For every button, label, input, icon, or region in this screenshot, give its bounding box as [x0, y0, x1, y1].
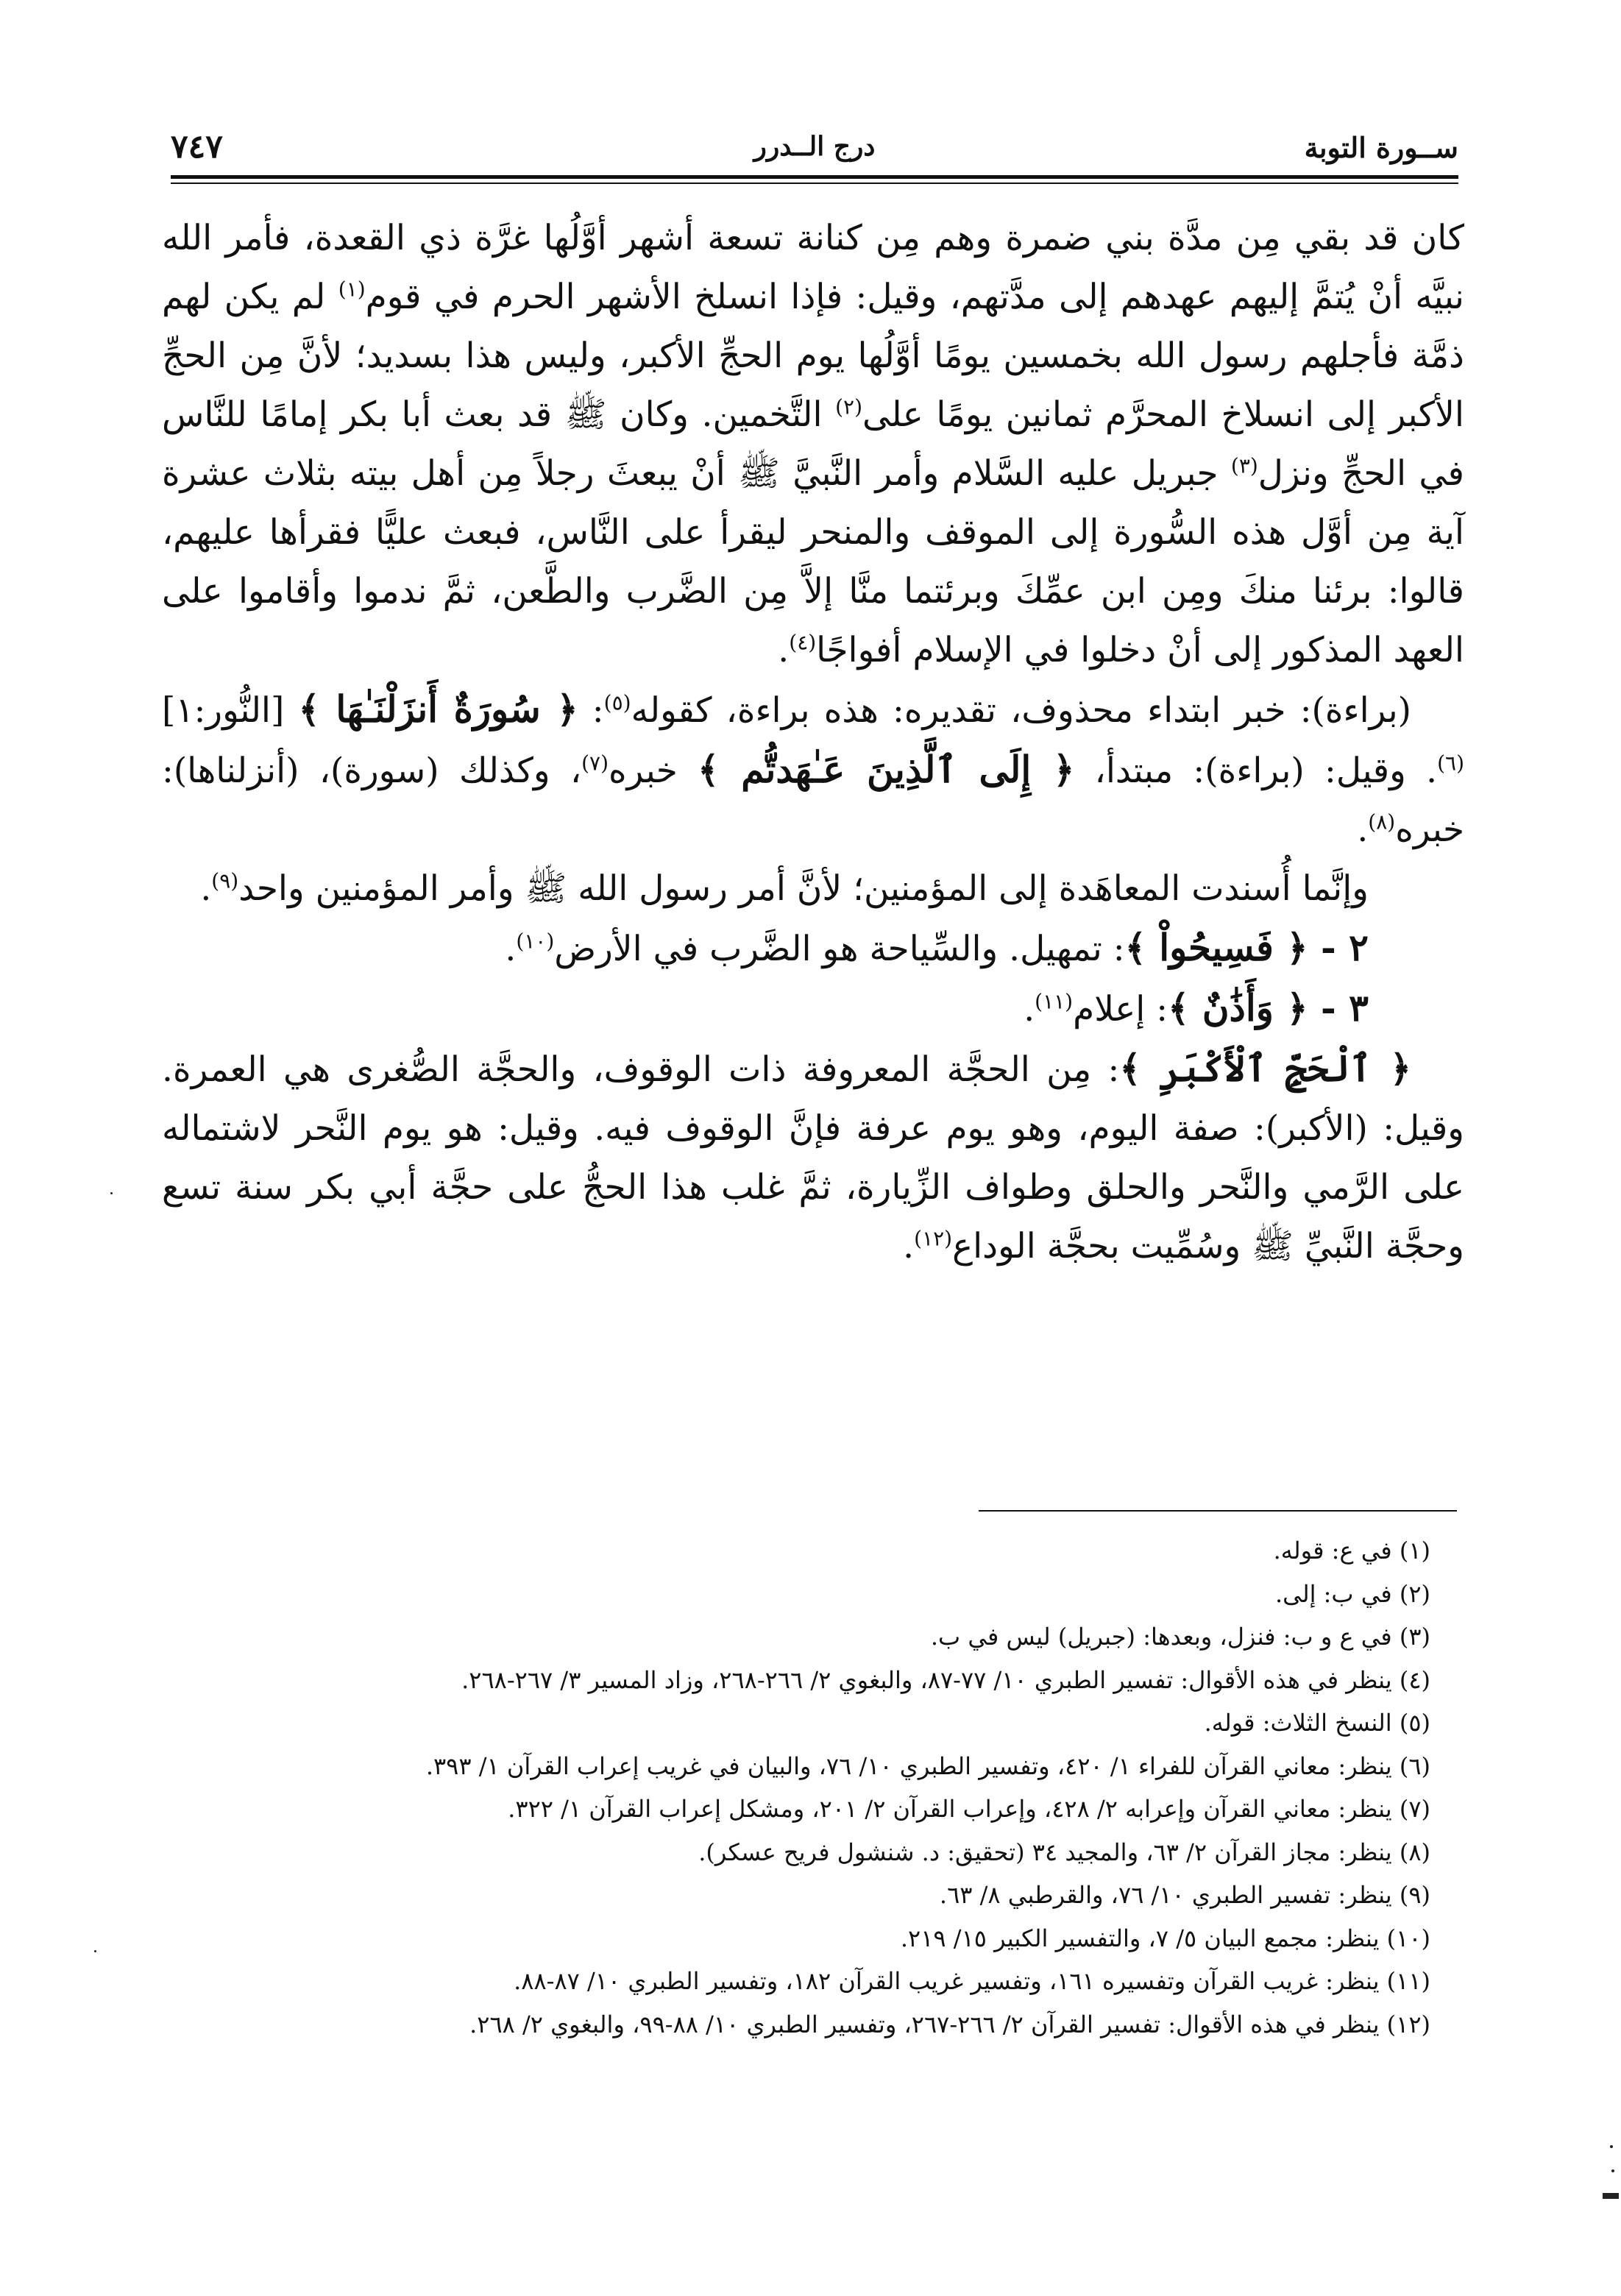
text-run: . [1357, 809, 1369, 850]
footnote-3: (٣) في ع و ب: فنزل، وبعدها: (جبريل) ليس في ب. [930, 1623, 1430, 1651]
footnote-11: (١١) ينظر: غريب القرآن وتفسيره ١٦١، وتفسير غريب القرآن ١٨٢، وتفسير الطبري ١٠/ ٨٧-٨٨. [514, 1967, 1430, 1995]
text-run: . [903, 1226, 915, 1266]
quran-quote: ﴿ وَأَذَٰنٌ ﴾ [1168, 986, 1308, 1030]
text-run: التَّخمين. وكان ﷺ قد بعث أبا بكر إمامًا للنَّاس في الحجِّ ونزل [162, 394, 1464, 494]
paragraph-3 [162, 860, 1464, 918]
paragraph-5 [162, 979, 1464, 1039]
scan-dot [1610, 2145, 1613, 2148]
text-run: ، وكذلك (سورة)، (أنزلناها): خبره [162, 751, 1464, 850]
quran-quote: ﴿ ٱلْحَجِّ ٱلْأَكْبَرِ ﴾ [1119, 1046, 1411, 1090]
surah-title: ســورة التوبة [1304, 131, 1458, 164]
text-run: . وقيل: (براءة): مبتدأ، [1074, 751, 1438, 791]
footnote-separator [979, 1510, 1457, 1512]
paragraph-1 [162, 209, 1464, 680]
quran-quote: ﴿ سُورَةٌ أَنزَلْنَـٰهَا ﴾ [298, 687, 578, 731]
footnote-2: (٢) في ب: إلى. [1274, 1579, 1430, 1608]
verse-number: ٢ - [1308, 926, 1369, 969]
scan-dot [110, 1192, 113, 1194]
text-run: (براءة): خبر ابتداء محذوف، تقديره: هذه براءة، كقوله [631, 690, 1412, 731]
footnote-12: (١٢) ينظر في هذه الأقوال: تفسير القرآن ٢/ ٢٦٦-٢٦٧، وتفسير الطبري ١٠/ ٨٨-٩٩، والبغوي ٢/ ٢٦٨. [469, 2010, 1430, 2038]
footnote-1: (١) في ع: قوله. [1273, 1537, 1430, 1565]
text-run: . [778, 630, 790, 670]
footnote-ref-6: (٦) [1437, 751, 1464, 776]
quran-quote: ﴿ فَسِيحُواْ ﴾ [1124, 926, 1308, 969]
header-rule-thin [171, 183, 1458, 184]
footnote-ref-7: (٧) [581, 751, 609, 776]
footnote-5: (٥) النسخ الثلاث: قوله. [1204, 1709, 1430, 1737]
footnote-ref-9: (٩) [211, 868, 239, 893]
paragraph-2 [162, 680, 1464, 860]
text-run: : إعلام [1073, 989, 1168, 1030]
footnotes [171, 1529, 1430, 2046]
footnote-4: (٤) ينظر في هذه الأقوال: تفسير الطبري ١٠/ ٧٧-٨٧، والبغوي ٢/ ٢٦٦-٢٦٨، وزاد المسير ٣/ ٢٦٧-٢٦٨. [461, 1665, 1430, 1694]
text-run: : تمهيل. والسِّياحة هو الضَّرب في الأرض [554, 929, 1125, 969]
footnote-ref-10: (١٠) [516, 929, 555, 954]
footnote-10: (١٠) ينظر: مجمع البيان ٥/ ٧، والتفسير الكبير ١٥/ ٢١٩. [900, 1924, 1430, 1952]
footnote-8: (٨) ينظر: مجاز القرآن ٢/ ٦٣، والمجيد ٣٤ (تحقيق: د. شنشول فريح عسكر). [698, 1838, 1430, 1866]
paragraph-6 [162, 1039, 1464, 1276]
page-number: ٧٤٧ [171, 128, 223, 166]
text-run: جبريل عليه السَّلام وأمر النَّبيَّ ﷺ أنْ يبعثَ رجلاً مِن أهل بيته بثلاث عشرة آية مِن أوَّل هذه السُّورة إلى الموقف والمنحر ليقرأ على النَّاس، فبعث عليًّا فقرأها عليهم، قالوا: برئنا منكَ ومِن ابن عمِّكَ وبرئتما منَّا إلاَّ مِن الضَّرب والطَّعن، ثمَّ ندموا وأقاموا على العهد المذكور إلى أنْ دخلوا في الإسلام أفواجًا [162, 453, 1464, 670]
scan-dot [94, 1950, 96, 1952]
footnote-9: (٩) ينظر: تفسير الطبري ١٠/ ٧٦، والقرطبي ٨/ ٦٣. [939, 1881, 1430, 1909]
footnote-ref-12: (١٢) [914, 1226, 953, 1251]
footnote-ref-1: (١) [338, 277, 366, 302]
footnote-ref-11: (١١) [1035, 989, 1074, 1014]
footnote-ref-4: (٤) [789, 630, 817, 655]
footnote-ref-2: (٢) [835, 394, 863, 419]
scan-mark [1603, 2193, 1619, 2199]
header-rule-thick [171, 175, 1458, 179]
footnote-7: (٧) ينظر: معاني القرآن وإعرابه ٢/ ٤٢٨، وإعراب القرآن ٢/ ٢٠١، ومشكل إعراب القرآن ١/ ٣٢٢. [508, 1795, 1430, 1823]
text-run: : مِن الحجَّة المعروفة ذات الوقوف، والحجَّة الصُّغرى هي العمرة. وقيل: (الأكبر): صفة اليوم، وهو يوم عرفة فإنَّ الوقوف فيه. وقيل: هو يوم النَّحر لاشتماله على الرَّمي والنَّحر والحلق وطواف الزِّيارة، ثمَّ غلب هذا الحجُّ على حجَّة أبي بكر سنة تسع وحجَّة النَّبيِّ ﷺ وسُمِّيت بحجَّة الوداع [162, 1049, 1464, 1266]
footnote-ref-5: (٥) [603, 690, 631, 715]
footnote-ref-8: (٨) [1368, 809, 1396, 835]
quran-quote: ﴿ إِلَى ٱلَّذِينَ عَـٰهَدتُّم ﴾ [698, 748, 1075, 791]
running-header [171, 128, 1458, 175]
text-run: : [578, 690, 604, 731]
footnote-6: (٦) ينظر: معاني القرآن للفراء ١/ ٤٢٠، وتفسير الطبري ١٠/ ٧٦، والبيان في غريب إعراب القرآن ١/ ٣٩٣. [425, 1751, 1430, 1780]
text-run: خبره [609, 751, 698, 791]
verse-number: ٣ - [1308, 986, 1369, 1030]
text-run: . [200, 868, 212, 909]
scan-dot [1611, 2169, 1614, 2172]
paragraph-4 [162, 918, 1464, 979]
footnote-ref-3: (٣) [1230, 453, 1258, 478]
text-run: [النُّور:١] [162, 690, 299, 731]
text-run: لم يكن لهم ذمَّة فأجلهم رسول الله بخمسين يومًا أوَّلُها يوم الحجِّ الأكبر، وليس هذا بسديد؛ لأنَّ مِن الحجِّ الأكبر إلى انسلاخ المحرَّم ثمانين يومًا على [162, 277, 1464, 435]
book-title: درج الــدرر [753, 131, 876, 162]
text-run: . [1024, 989, 1035, 1030]
text-run: . [505, 929, 517, 969]
text-run: كان قد بقي مِن مدَّة بني ضمرة وهم مِن كنانة تسعة أشهر أوَّلُها غرَّة ذي القعدة، فأمر الله نبيَّه أنْ يُتمَّ إليهم عهدهم إلى مدَّتهم، وقيل: فإذا انسلخ الأشهر الحرم في قوم [162, 218, 1465, 317]
main-text [162, 209, 1464, 1276]
text-run: وإنَّما أُسندت المعاهَدة إلى المؤمنين؛ لأنَّ أمر رسول الله ﷺ وأمر المؤمنين واحد [238, 868, 1369, 909]
